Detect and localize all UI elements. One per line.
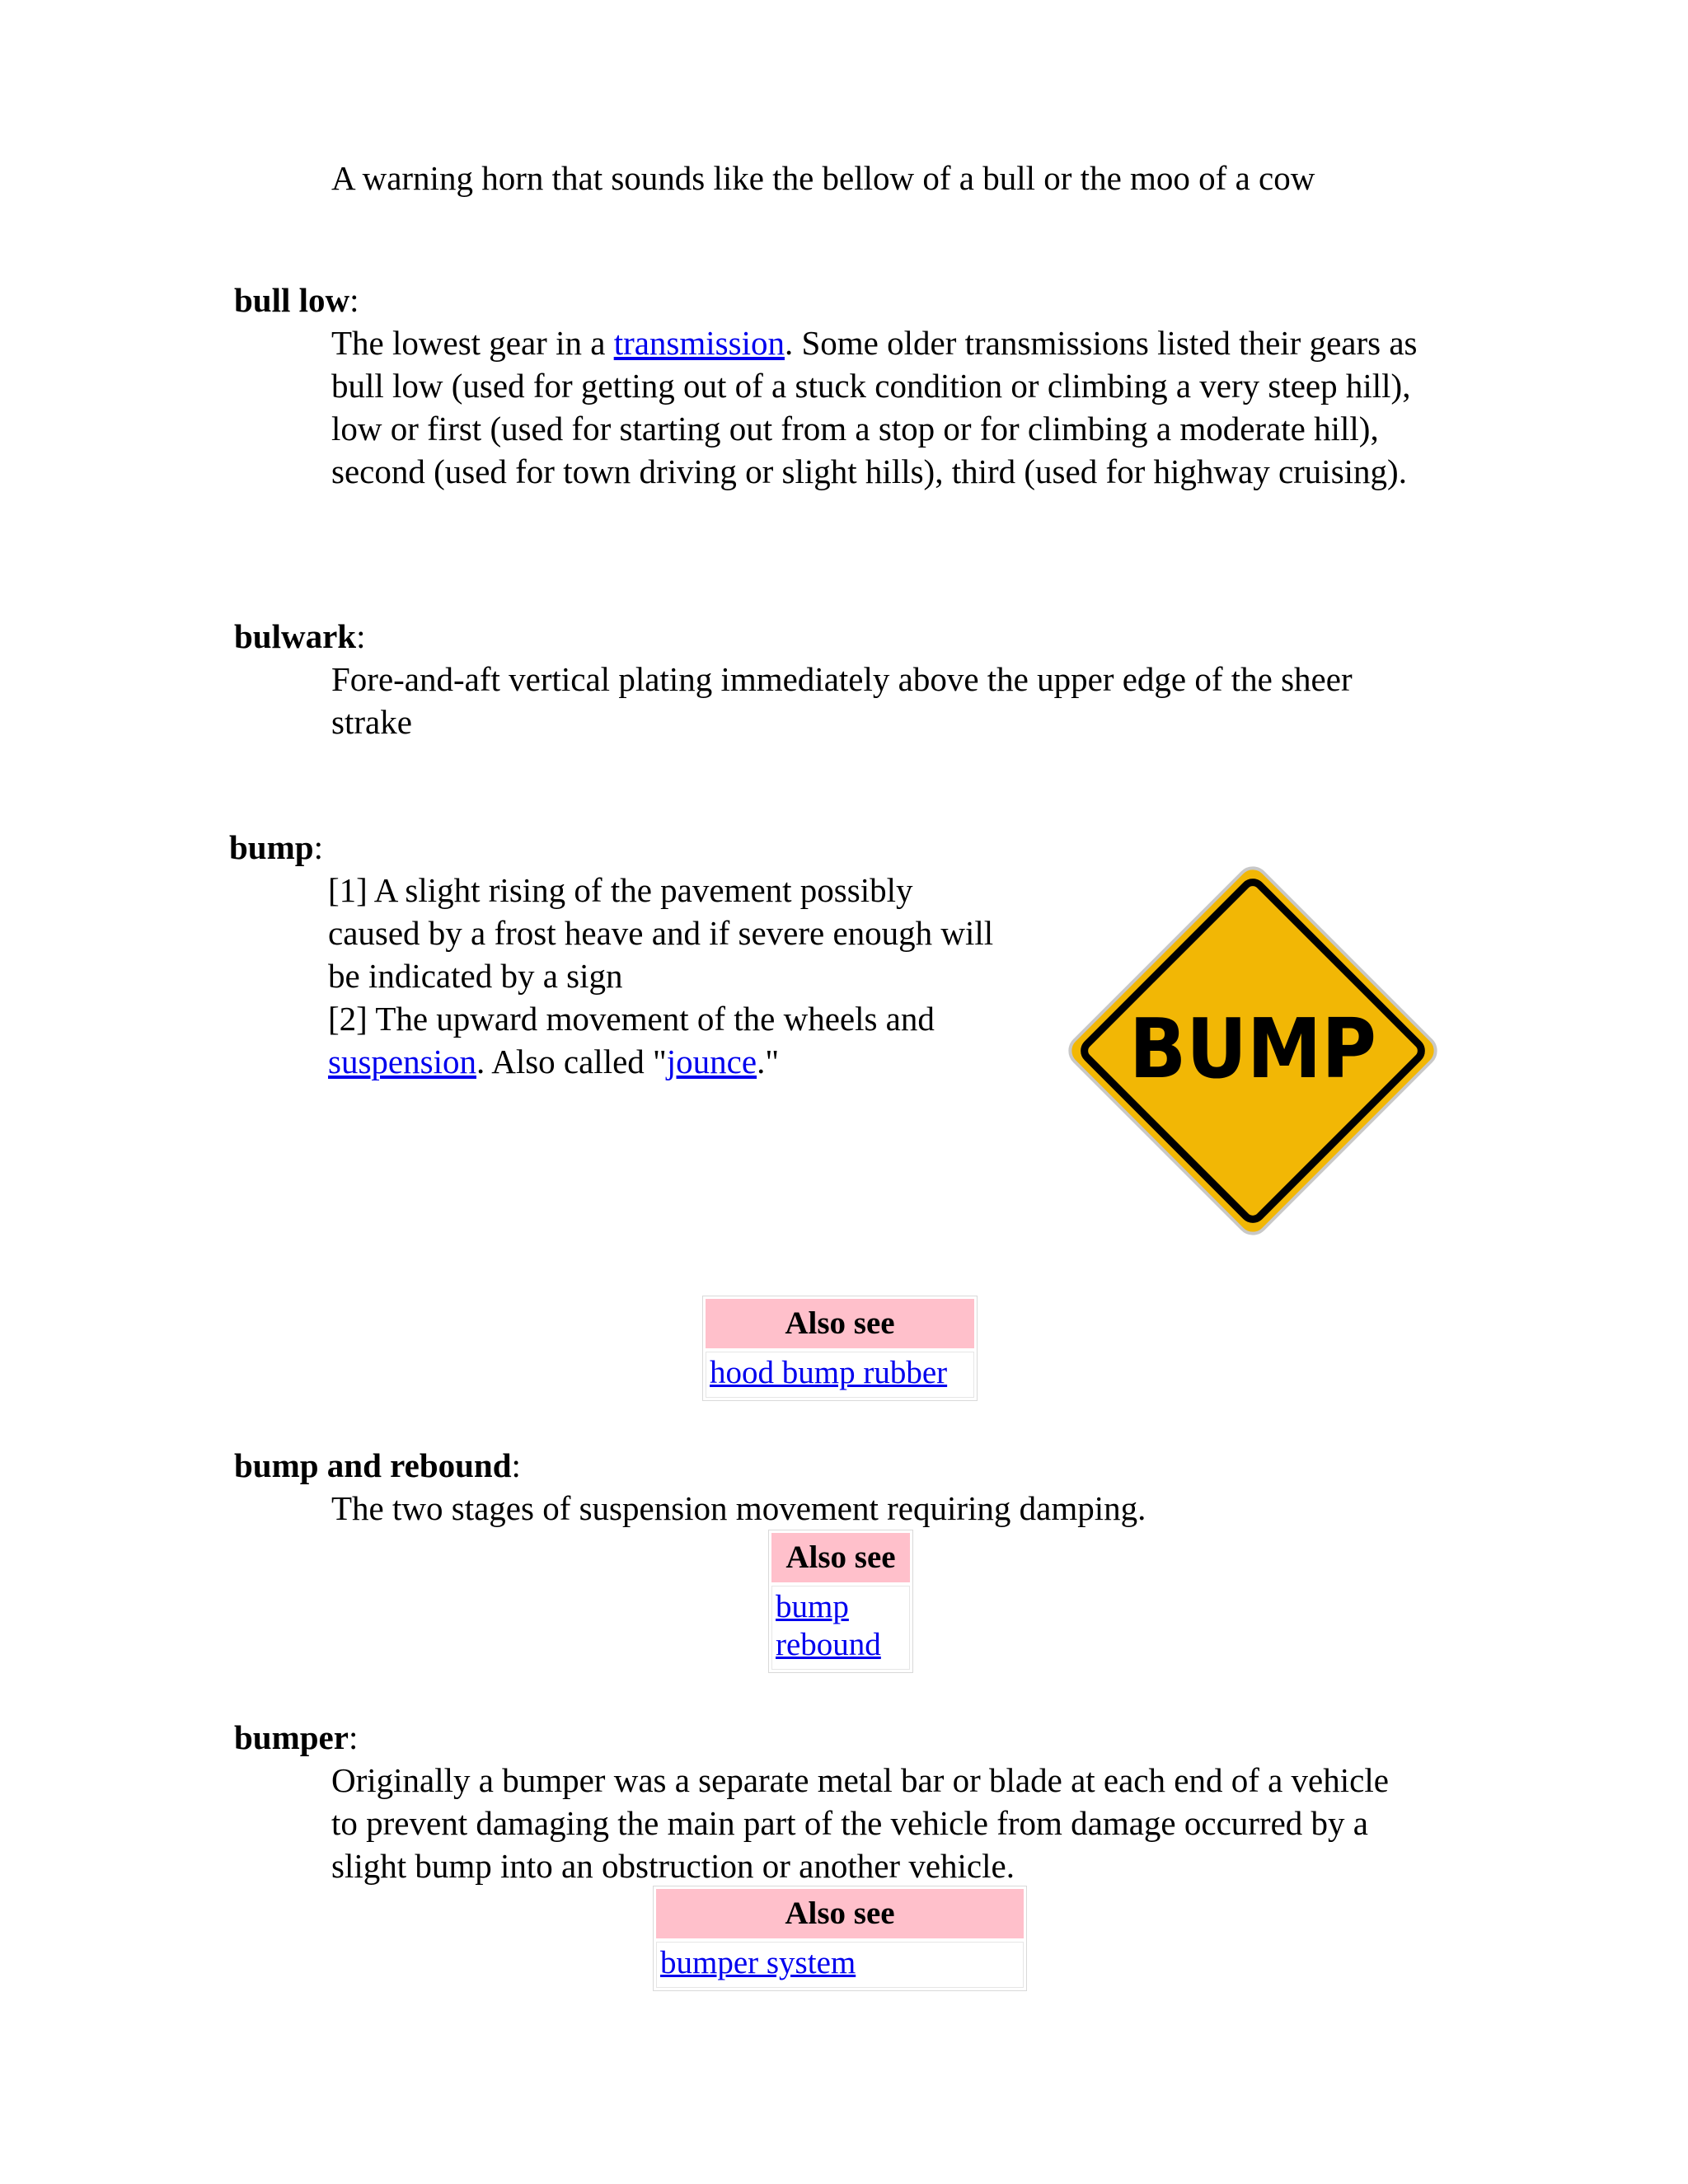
link-transmission[interactable]: transmission bbox=[613, 324, 785, 362]
term-bump-and-rebound-label: bump and rebound bbox=[234, 1446, 512, 1484]
definition-bull-low bbox=[331, 321, 1419, 493]
term-bull-low-label: bull low bbox=[234, 281, 350, 319]
bump-sign-image bbox=[1055, 853, 1451, 1249]
also-see-heading: Also see bbox=[771, 1533, 910, 1582]
term-bumper bbox=[234, 1716, 358, 1759]
definition-intro: A warning horn that sounds like the bellow of a bull or the moo of a cow bbox=[331, 159, 1315, 197]
term-bulwark-label: bulwark bbox=[234, 617, 357, 655]
also-see-box-bump-and-rebound bbox=[768, 1530, 913, 1673]
definition-bump-1: [1] A slight rising of the pavement possibly caused by a frost heave and if severe enough will be indicated by a sign bbox=[328, 871, 994, 995]
term-bump-and-rebound bbox=[234, 1444, 521, 1487]
term-colon: : bbox=[313, 828, 323, 866]
definition-text: . Some older transmissions listed their gears as bull low (used for getting out of a stuck condition or climbing a very steep hill), low or first (used for starting out from a stop or for climbing a moderate hill), second (used for town driving or slight hills), third (used for highway cruising). bbox=[331, 324, 1418, 490]
link-bumper-system[interactable]: bumper system bbox=[660, 1945, 856, 1980]
term-colon: : bbox=[511, 1446, 521, 1484]
also-see-heading: Also see bbox=[706, 1299, 974, 1348]
also-see-links bbox=[656, 1942, 1024, 1988]
definition-text: . Also called " bbox=[476, 1043, 667, 1080]
also-see-heading: Also see bbox=[656, 1889, 1024, 1938]
definition-bulwark: Fore-and-aft vertical plating immediately above the upper edge of the sheer strake bbox=[331, 660, 1353, 741]
term-bumper-label: bumper bbox=[234, 1718, 349, 1756]
definition-bump-and-rebound: The two stages of suspension movement requiring damping. bbox=[331, 1489, 1146, 1527]
also-see-links bbox=[771, 1586, 910, 1670]
term-bump bbox=[229, 826, 323, 869]
term-colon: : bbox=[349, 281, 359, 319]
bump-sign-text: BUMP bbox=[1129, 1001, 1376, 1097]
term-bull-low bbox=[234, 279, 359, 321]
term-colon: : bbox=[356, 617, 366, 655]
link-bump[interactable]: bump bbox=[776, 1589, 849, 1624]
also-see-box-bumper bbox=[653, 1886, 1027, 1991]
definition-text: [2] The upward movement of the wheels and bbox=[328, 1000, 935, 1038]
link-hood-bump-rubber[interactable]: hood bump rubber bbox=[710, 1355, 948, 1390]
definition-text: The lowest gear in a bbox=[331, 324, 614, 362]
definition-bumper: Originally a bumper was a separate metal bar or blade at each end of a vehicle to prevent damaging the main part of the vehicle from damage occurred by a slight bump into an obstruction or another vehicle. bbox=[331, 1761, 1389, 1885]
definition-text: ." bbox=[757, 1043, 780, 1080]
link-rebound[interactable]: rebound bbox=[776, 1627, 881, 1662]
term-bulwark bbox=[234, 615, 366, 658]
link-jounce[interactable]: jounce bbox=[666, 1043, 757, 1080]
link-suspension[interactable]: suspension bbox=[328, 1043, 476, 1080]
also-see-box-bump bbox=[702, 1296, 978, 1401]
term-colon: : bbox=[348, 1718, 359, 1756]
also-see-links bbox=[706, 1352, 974, 1398]
term-bump-label: bump bbox=[229, 828, 314, 866]
definition-bump bbox=[328, 869, 1012, 1083]
definition-bump-2 bbox=[328, 997, 1012, 1083]
